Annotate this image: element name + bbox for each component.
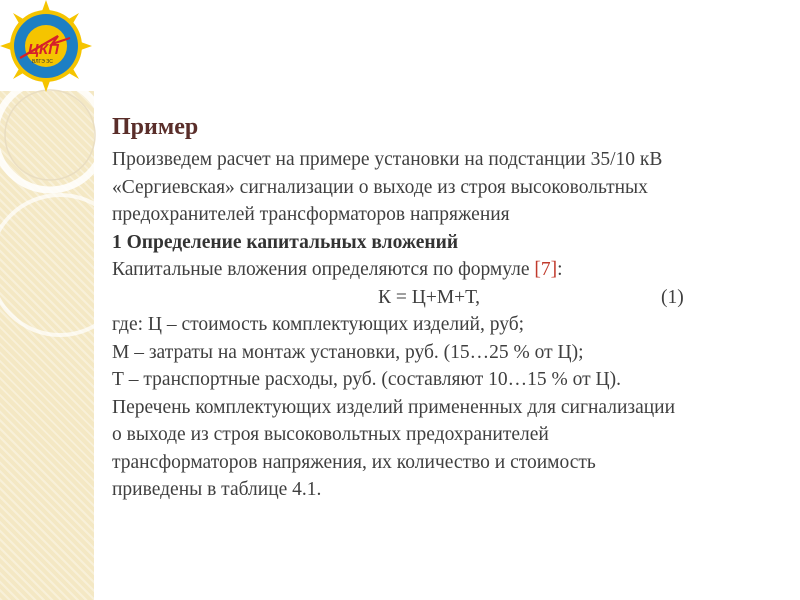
- formula-row: [112, 284, 772, 312]
- formula-number: (1): [661, 286, 684, 308]
- definition-line: где: Ц – стоимость комплектующих изделий, руб;: [112, 314, 525, 335]
- intro-line: Произведем расчет на примере установки на подстанции 35/10 кВ: [112, 149, 663, 170]
- formula: К = Ц+М+Т,: [378, 286, 481, 308]
- decorative-side-stripe: [0, 91, 94, 600]
- logo-subtext: ВЛГЭ ЗС: [32, 59, 53, 65]
- intro-line: предохранителей трансформаторов напряжения: [112, 204, 510, 225]
- company-logo: [0, 0, 92, 92]
- closing-line: о выходе из строя высоковольтных предохранителей: [112, 424, 549, 445]
- formula-intro-colon: :: [557, 259, 563, 280]
- closing-line: Перечень комплектующих изделий примененных для сигнализации: [112, 396, 676, 418]
- definition-line: Т – транспортные расходы, руб. (составляют 10…15 % от Ц).: [112, 369, 622, 390]
- logo-text: ЦКП: [28, 41, 59, 58]
- slide-title: Пример: [112, 114, 199, 140]
- closing-line: трансформаторов напряжения, их количество и стоимость: [112, 451, 596, 473]
- section-heading: 1 Определение капитальных вложений: [112, 231, 459, 253]
- reference-link[interactable]: [7]: [534, 259, 558, 280]
- definition-line: М – затраты на монтаж установки, руб. (15…25 % от Ц);: [112, 341, 584, 363]
- formula-intro-line: [112, 256, 772, 284]
- closing-line: приведены в таблице 4.1.: [112, 479, 322, 500]
- formula-intro-text: Капитальные вложения определяются по формуле: [112, 259, 535, 280]
- intro-line: «Сергиевская» сигнализации о выходе из строя высоковольтных: [112, 176, 648, 198]
- slide-content: [112, 112, 772, 504]
